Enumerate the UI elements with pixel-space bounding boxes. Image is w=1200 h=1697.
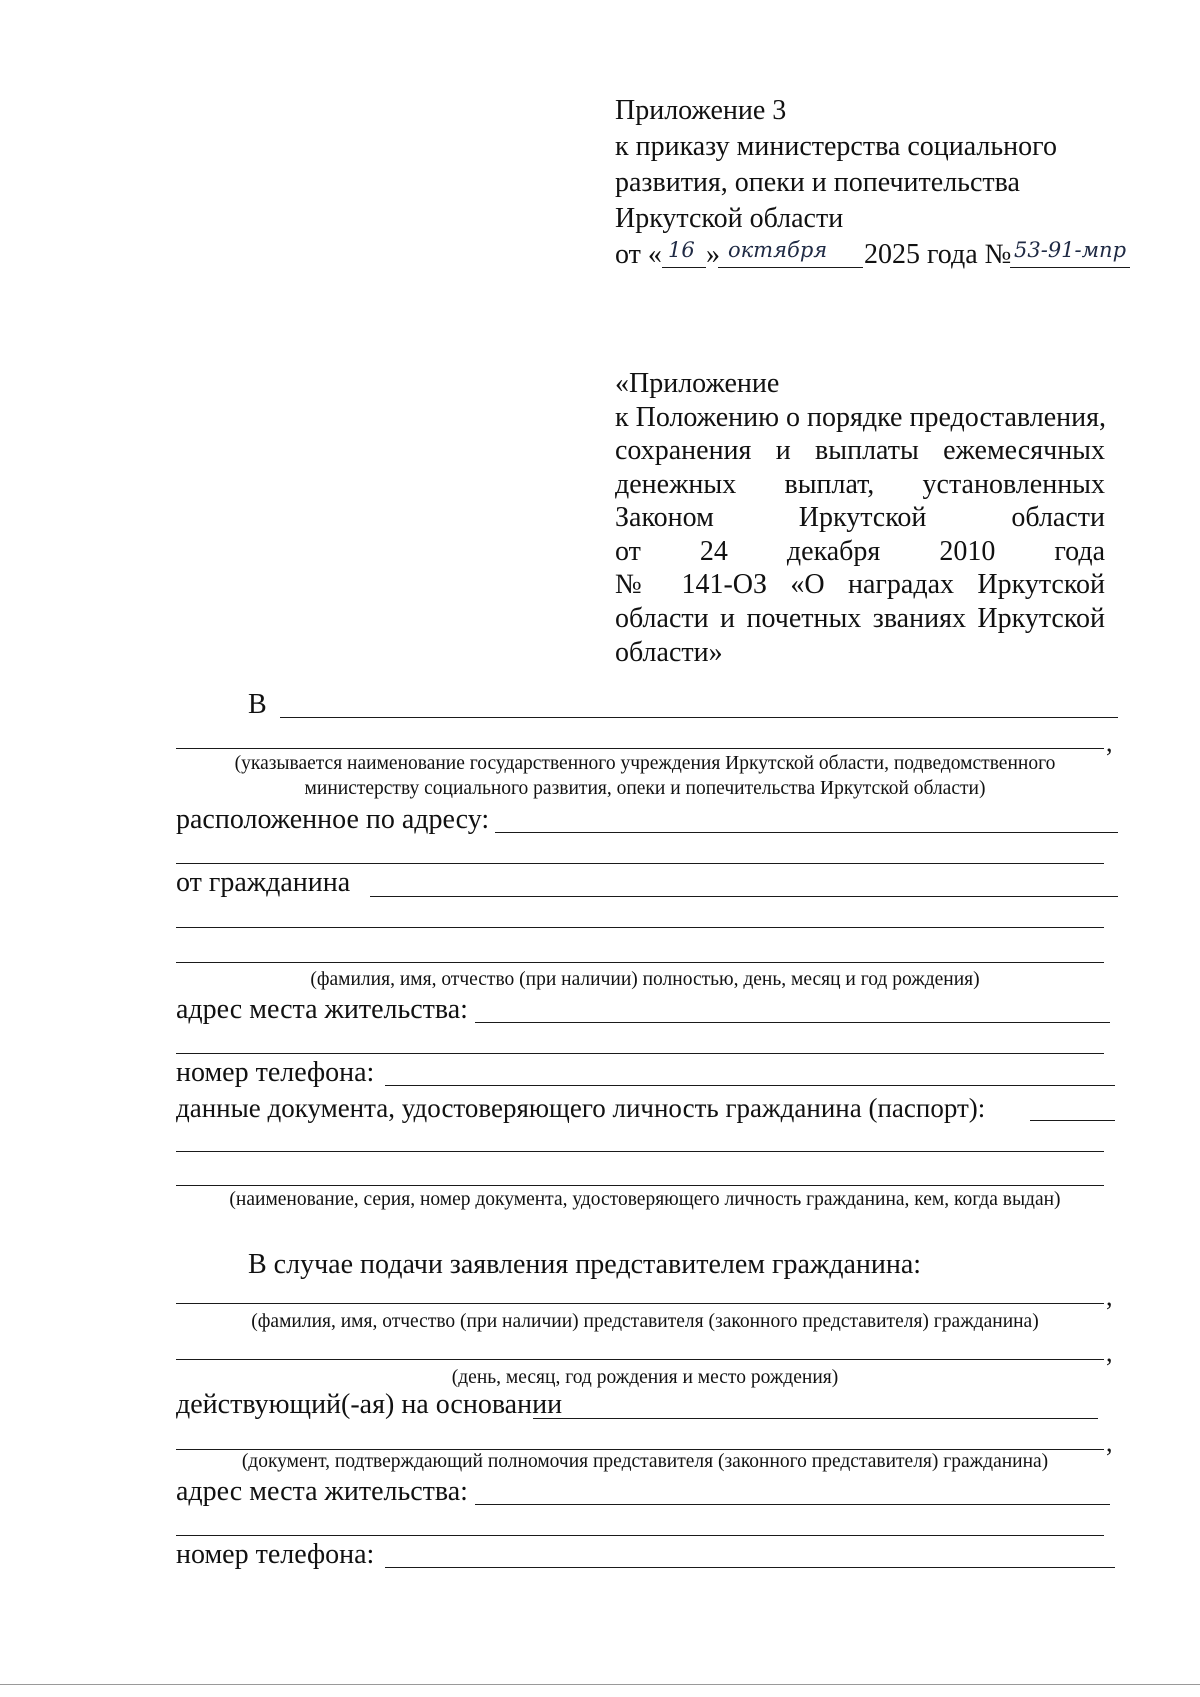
- rep-phone-field[interactable]: [385, 1567, 1115, 1568]
- date-day-line: [662, 267, 706, 268]
- citizen-hint: (фамилия, имя, отчество (при наличии) полностью, день, месяц и год рождения): [310, 969, 980, 990]
- date-mid: »: [706, 239, 720, 270]
- to-label: В: [248, 689, 267, 720]
- institution-name-field-2[interactable]: [176, 748, 1104, 749]
- rep-residence-field-2[interactable]: [176, 1535, 1104, 1536]
- rep-phone-label: номер телефона:: [176, 1539, 375, 1570]
- institution-hint-1: (указывается наименование государственного учреждения Иркутской области, подведомственного: [234, 753, 1056, 774]
- appendix-line-4: денежных выплат, установленных: [615, 469, 1105, 500]
- acting-basis-label: действующий(-ая) на основании: [176, 1389, 563, 1420]
- rep-name-field[interactable]: [176, 1303, 1104, 1304]
- appendix-line-8: области и почетных званиях Иркутской: [615, 603, 1105, 634]
- appendix-line-9: области»: [615, 637, 723, 668]
- id-doc-label: данные документа, удостоверяющего личность гражданина (паспорт):: [176, 1093, 986, 1123]
- institution-address-field-2[interactable]: [176, 863, 1104, 864]
- citizen-name-field-3[interactable]: [176, 962, 1104, 963]
- comma: ,: [1106, 728, 1113, 757]
- id-doc-field[interactable]: [1030, 1120, 1115, 1121]
- id-doc-field-2[interactable]: [176, 1151, 1104, 1152]
- residence-label: адрес места жительства:: [176, 994, 468, 1025]
- id-doc-field-3[interactable]: [176, 1185, 1104, 1186]
- institution-name-field[interactable]: [280, 717, 1118, 718]
- date-month-line: [718, 267, 863, 268]
- rep-birth-hint: (день, месяц, год рождения и место рождения): [451, 1367, 839, 1388]
- from-citizen-label: от гражданина: [176, 867, 351, 898]
- date-prefix: от «: [615, 239, 662, 270]
- comma: ,: [1106, 1282, 1113, 1311]
- rep-residence-field[interactable]: [475, 1504, 1110, 1505]
- appendix-line-6: от 24 декабря 2010 года: [615, 536, 1105, 567]
- institution-address-field[interactable]: [495, 832, 1118, 833]
- scan-bottom-edge: [0, 1684, 1200, 1685]
- header-line-2: к приказу министерства социального: [615, 131, 1057, 162]
- residence-field-2[interactable]: [176, 1053, 1104, 1054]
- comma: ,: [1106, 1428, 1113, 1457]
- acting-basis-field[interactable]: [533, 1418, 1098, 1419]
- citizen-name-field[interactable]: [370, 896, 1118, 897]
- order-number-line: [1010, 267, 1130, 268]
- rep-birth-field[interactable]: [176, 1359, 1104, 1360]
- residence-field[interactable]: [475, 1022, 1110, 1023]
- appendix-line-2: к Положению о порядке предоставления,: [615, 402, 1106, 433]
- header-line-4: Иркутской области: [615, 203, 844, 234]
- representative-heading: В случае подачи заявления представителем гражданина:: [248, 1249, 922, 1280]
- appendix-line-7: № 141-ОЗ «О наградах Иркутской: [615, 569, 1105, 600]
- date-year-text: 2025 года №: [864, 239, 1012, 270]
- comma: ,: [1106, 1338, 1113, 1367]
- appendix-title: Приложение 3: [615, 95, 787, 126]
- id-doc-hint: (наименование, серия, номер документа, удостоверяющего личность гражданина, кем, когда выдан): [229, 1189, 1061, 1210]
- phone-label: номер телефона:: [176, 1057, 375, 1088]
- header-line-3: развития, опеки и попечительства: [615, 167, 1020, 198]
- appendix-line-5: Законом Иркутской области: [615, 502, 1105, 533]
- rep-residence-label: адрес места жительства:: [176, 1476, 468, 1507]
- appendix-line-1: «Приложение: [615, 368, 780, 399]
- order-number-handwritten: 53-91-мпр: [1014, 238, 1127, 262]
- date-day-handwritten: 16: [668, 238, 695, 262]
- authority-doc-hint: (документ, подтверждающий полномочия представителя (законного представителя) гражданина): [241, 1451, 1049, 1472]
- date-month-handwritten: октября: [728, 238, 828, 262]
- rep-name-hint: (фамилия, имя, отчество (при наличии) представителя (законного представителя) гражданина): [251, 1311, 1039, 1332]
- institution-hint-2: министерству социального развития, опеки и попечительства Иркутской области): [304, 778, 986, 799]
- appendix-line-3: сохранения и выплаты ежемесячных: [615, 435, 1105, 466]
- located-at-label: расположенное по адресу:: [176, 804, 490, 835]
- phone-field[interactable]: [385, 1085, 1115, 1086]
- citizen-name-field-2[interactable]: [176, 927, 1104, 928]
